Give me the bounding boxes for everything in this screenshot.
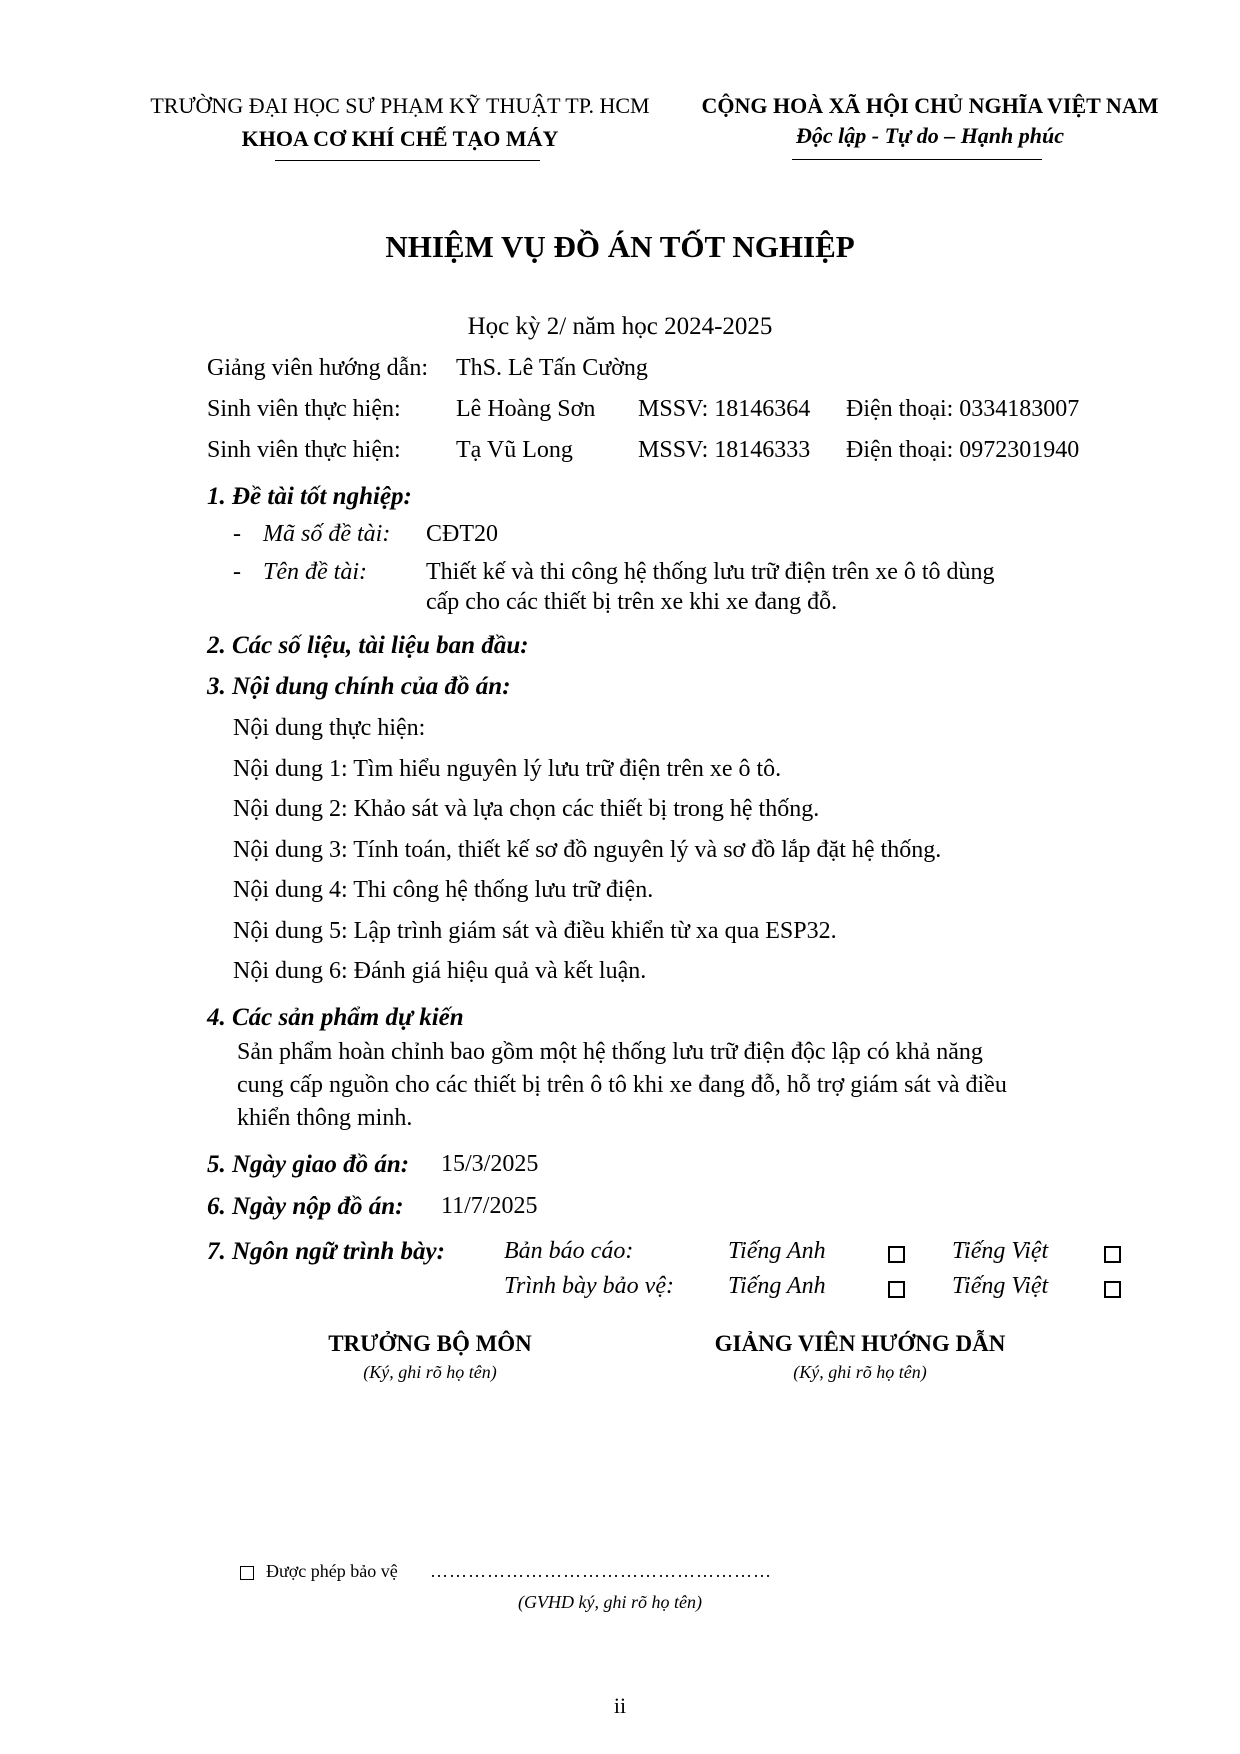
country-name: CỘNG HOÀ XÃ HỘI CHỦ NGHĨA VIỆT NAM xyxy=(701,93,1159,118)
content-item-6: Nội dung 6: Đánh giá hiệu quả và kết luận. xyxy=(233,958,647,984)
defense-lang-label: Trình bày bảo vệ: xyxy=(504,1273,674,1299)
bullet-dash: - xyxy=(233,521,241,547)
section-7-heading: 7. Ngôn ngữ trình bày: xyxy=(207,1238,445,1265)
section-6-heading: 6. Ngày nộp đồ án: xyxy=(207,1193,404,1220)
section-5-heading: 5. Ngày giao đồ án: xyxy=(207,1151,410,1178)
report-lang-label: Bản báo cáo: xyxy=(504,1238,634,1264)
bullet-dash: - xyxy=(233,559,241,585)
section-3-heading: 3. Nội dung chính của đồ án: xyxy=(207,673,511,700)
school-name: TRƯỜNG ĐẠI HỌC SƯ PHẠM KỸ THUẬT TP. HCM xyxy=(150,93,650,118)
products-line-2: cung cấp nguồn cho các thiết bị trên ô tô khi xe đang đỗ, hỗ trợ giám sát và điều xyxy=(237,1072,1007,1098)
assign-date: 15/3/2025 xyxy=(441,1151,539,1177)
defense-lang-english: Tiếng Anh xyxy=(728,1273,826,1299)
section-2-heading: 2. Các số liệu, tài liệu ban đầu: xyxy=(207,632,529,659)
advisor-label: Giảng viên hướng dẫn: xyxy=(207,355,428,381)
report-lang-english: Tiếng Anh xyxy=(728,1238,826,1264)
defense-lang-vietnamese: Tiếng Việt xyxy=(952,1273,1049,1299)
report-vietnamese-checkbox[interactable] xyxy=(1104,1246,1121,1263)
defense-permission-checkbox[interactable] xyxy=(240,1566,254,1580)
motto: Độc lập - Tự do – Hạnh phúc xyxy=(795,123,1065,148)
defense-english-checkbox[interactable] xyxy=(888,1281,905,1298)
student-1-name: Lê Hoàng Sơn xyxy=(456,396,596,422)
student-1-label: Sinh viên thực hiện: xyxy=(207,396,401,422)
advisor-signature-title: GIẢNG VIÊN HƯỚNG DẪN xyxy=(714,1331,1006,1356)
student-2-label: Sinh viên thực hiện: xyxy=(207,437,401,463)
topic-name-line-1: Thiết kế và thi công hệ thống lưu trữ điện trên xe ô tô dùng xyxy=(426,559,995,585)
head-of-department-title: TRƯỞNG BỘ MÔN xyxy=(328,1331,532,1356)
defense-permission-note: (GVHD ký, ghi rõ họ tên) xyxy=(518,1592,702,1612)
student-2-phone: Điện thoại: 0972301940 xyxy=(846,437,1080,463)
topic-name-label: Tên đề tài: xyxy=(263,559,367,585)
motto-underline xyxy=(792,159,1042,160)
head-of-department-note: (Ký, ghi rõ họ tên) xyxy=(363,1362,497,1382)
section-4-heading: 4. Các sản phẩm dự kiến xyxy=(207,1004,464,1031)
report-english-checkbox[interactable] xyxy=(888,1246,905,1263)
content-item-3: Nội dung 3: Tính toán, thiết kế sơ đồ nguyên lý và sơ đồ lắp đặt hệ thống. xyxy=(233,837,942,863)
page-number: ii xyxy=(613,1693,627,1718)
content-intro: Nội dung thực hiện: xyxy=(233,715,426,741)
report-lang-vietnamese: Tiếng Việt xyxy=(952,1238,1049,1264)
topic-code-value: CĐT20 xyxy=(426,521,498,547)
products-line-3: khiển thông minh. xyxy=(237,1105,413,1131)
student-2-mssv: MSSV: 18146333 xyxy=(638,437,811,463)
products-line-1: Sản phẩm hoàn chỉnh bao gồm một hệ thống lưu trữ điện độc lập có khả năng xyxy=(237,1039,983,1065)
topic-code-label: Mã số đề tài: xyxy=(263,521,391,547)
defense-vietnamese-checkbox[interactable] xyxy=(1104,1281,1121,1298)
defense-permission-dots: ……………………………………………… xyxy=(430,1561,772,1581)
student-1-phone: Điện thoại: 0334183007 xyxy=(846,396,1080,422)
topic-name-line-2: cấp cho các thiết bị trên xe khi xe đang đỗ. xyxy=(426,589,838,615)
advisor-name: ThS. Lê Tấn Cường xyxy=(456,355,648,381)
section-1-heading: 1. Đề tài tốt nghiệp: xyxy=(207,483,412,510)
content-item-1: Nội dung 1: Tìm hiểu nguyên lý lưu trữ điện trên xe ô tô. xyxy=(233,756,782,782)
content-item-5: Nội dung 5: Lập trình giám sát và điều khiển từ xa qua ESP32. xyxy=(233,918,837,944)
faculty-name: KHOA CƠ KHÍ CHẾ TẠO MÁY xyxy=(241,126,559,151)
content-item-4: Nội dung 4: Thi công hệ thống lưu trữ điện. xyxy=(233,877,654,903)
semester: Học kỳ 2/ năm học 2024-2025 xyxy=(467,313,773,340)
defense-permission-label: Được phép bảo vệ xyxy=(266,1561,398,1581)
faculty-underline xyxy=(275,160,540,161)
advisor-signature-note: (Ký, ghi rõ họ tên) xyxy=(793,1362,927,1382)
submit-date: 11/7/2025 xyxy=(441,1193,538,1219)
page-title: NHIỆM VỤ ĐỒ ÁN TỐT NGHIỆP xyxy=(385,229,855,264)
student-1-mssv: MSSV: 18146364 xyxy=(638,396,811,422)
student-2-name: Tạ Vũ Long xyxy=(456,437,573,463)
content-item-2: Nội dung 2: Khảo sát và lựa chọn các thiết bị trong hệ thống. xyxy=(233,796,820,822)
